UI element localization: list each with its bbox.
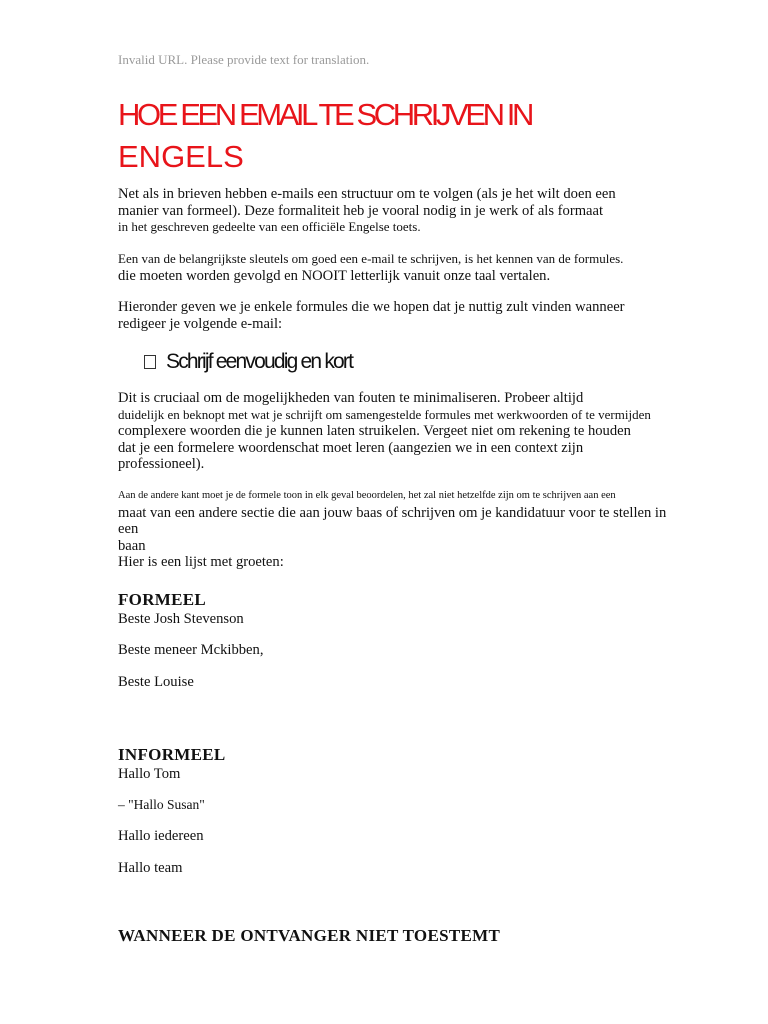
intro-paragraph-3 [118,299,678,332]
body-paragraph-2 [118,488,678,554]
formal-greeting: Beste Louise [118,674,194,690]
title-line-2: ENGELS [118,139,244,174]
text-line: baan [118,537,146,554]
text-line: dat je een formelere woordenschat moet leren (aangezien we in een context zijn [118,439,584,456]
text-line: in het geschreven gedeelte van een officiële Engelse toets. [118,219,421,234]
text-line: Hier is een lijst met groeten: [118,554,284,570]
text-line: manier van formeel). Deze formaliteit heb je vooral nodig in je werk of als formaat [118,202,604,219]
page-title [118,94,678,178]
text-line: professioneel). [118,456,205,472]
checkbox-icon [144,355,156,369]
informal-greeting: Hallo team [118,860,183,876]
translation-note: Invalid URL. Please provide text for translation. [118,52,370,67]
text-line: Aan de andere kant moet je de formele toon in elk geval beoordelen, het zal niet hetzelfde zijn om te schrijven aan een [118,490,616,501]
text-line: die moeten worden gevolgd en NOOIT letterlijk vanuit onze taal vertalen. [118,267,551,284]
informal-heading: INFORMEEL [118,745,226,764]
informal-greeting: Hallo Tom [118,766,181,782]
text-line: Net als in brieven hebben e-mails een structuur om te volgen (als je het wilt doen een [118,186,616,202]
intro-paragraph-1 [118,186,678,236]
formal-heading: FORMEEL [118,590,207,609]
text-line: maat van een andere sectie die aan jouw baas of schrijven om je kandidatuur voor te stellen in een [118,504,667,537]
bullet-heading: Schrijf eenvoudig en kort [166,350,353,373]
informal-greeting: Hallo iedereen [118,828,204,844]
body-paragraph-1 [118,390,678,473]
text-line: Een van de belangrijkste sleutels om goed een e-mail te schrijven, is het kennen van de formules. [118,251,624,266]
text-line: Hieronder geven we je enkele formules die we hopen dat je nuttig zult vinden wanneer [118,299,625,315]
text-line: complexere woorden die je kunnen laten struikelen. Vergeet niet om rekening te houden [118,423,631,439]
bullet-item [144,350,352,374]
title-line-1: HOE EEN EMAIL TE SCHRIJVEN IN [118,97,532,132]
text-line: duidelijk en beknopt met wat je schrijft om samengestelde formules met werkwoorden of te vermijden [118,406,651,422]
section-heading-recipient: WANNEER DE ONTVANGER NIET TOESTEMT [118,926,501,945]
formal-greeting: Beste meneer Mckibben, [118,642,264,658]
text-line: redigeer je volgende e-mail: [118,315,283,332]
informal-greeting: – "Hallo Susan" [118,797,205,812]
body-paragraph-3 [118,554,678,571]
text-line: Dit is cruciaal om de mogelijkheden van fouten te minimaliseren. Probeer altijd [118,390,584,406]
intro-paragraph-2 [118,251,678,284]
formal-greeting: Beste Josh Stevenson [118,611,244,627]
